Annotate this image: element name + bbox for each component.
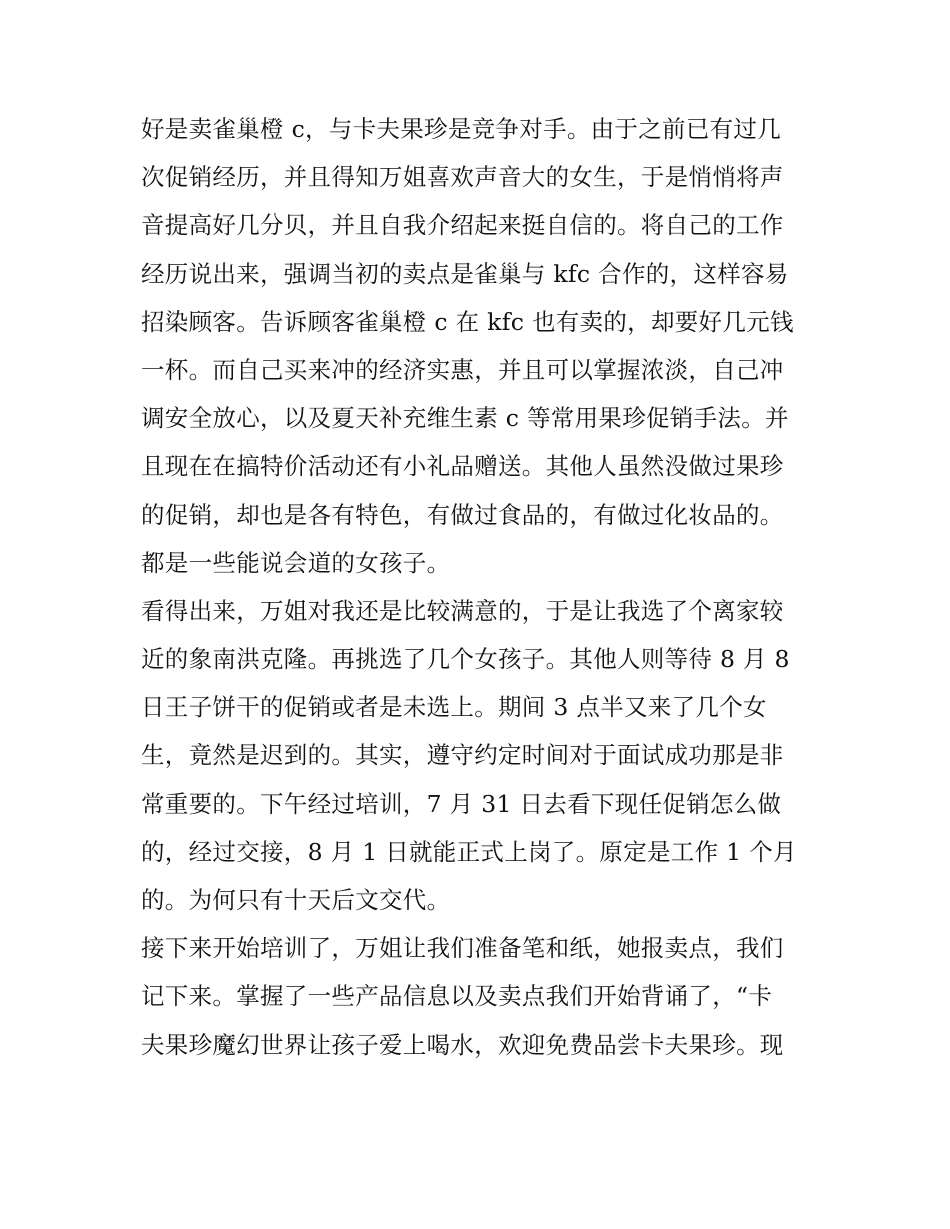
text-line: 生，竟然是迟到的。其实，遵守约定时间对于面试成功那是非 — [141, 741, 784, 770]
text-line: 经历说出来，强调当初的卖点是雀巢与 kfc 合作的，这样容易 — [141, 259, 789, 288]
text-line: 的。为何只有十天后文交代。 — [141, 886, 451, 914]
text-line: 的，经过交接，8 月 1 日就能正式上岗了。原定是工作 1 个月 — [141, 837, 797, 866]
text-line: 的促销，却也是各有特色，有做过食品的，有做过化妆品的。 — [141, 500, 784, 529]
document-body — [141, 105, 821, 1069]
text-line: 日王子饼干的促销或者是未选上。期间 3 点半又来了几个女 — [141, 693, 767, 722]
text-line: 常重要的。下午经过培训，7 月 31 日去看下现任促销怎么做 — [141, 789, 782, 818]
text-line: 记下来。掌握了一些产品信息以及卖点我们开始背诵了，“卡 — [141, 982, 773, 1011]
text-line: 且现在在搞特价活动还有小礼品赠送。其他人虽然没做过果珍 — [141, 452, 784, 481]
text-line: 看得出来，万姐对我还是比较满意的，于是让我选了个离家较 — [141, 596, 784, 625]
text-line: 招染顾客。告诉顾客雀巢橙 c 在 kfc 也有卖的，却要好几元钱 — [141, 307, 794, 336]
text-line: 都是一些能说会道的女孩子。 — [141, 548, 451, 577]
text-line: 一杯。而自己买来冲的经济实惠，并且可以掌握浓淡，自己冲 — [141, 355, 784, 384]
text-line: 夫果珍魔幻世界让孩子爱上喝水，欢迎免费品尝卡夫果珍。现 — [141, 1030, 784, 1059]
text-line: 次促销经历，并且得知万姐喜欢声音大的女生，于是悄悄将声 — [141, 163, 784, 192]
text-line: 调安全放心，以及夏天补充维生素 c 等常用果珍促销手法。并 — [141, 404, 789, 433]
text-line: 近的象南洪克隆。再挑选了几个女孩子。其他人则等待 8 月 8 — [141, 645, 790, 674]
text-line: 好是卖雀巢橙 c，与卡夫果珍是竞争对手。由于之前已有过几 — [141, 115, 782, 143]
text-line: 音提高好几分贝，并且自我介绍起来挺自信的。将自己的工作 — [141, 211, 784, 240]
text-line: 接下来开始培训了，万姐让我们准备笔和纸，她报卖点，我们 — [141, 934, 784, 963]
